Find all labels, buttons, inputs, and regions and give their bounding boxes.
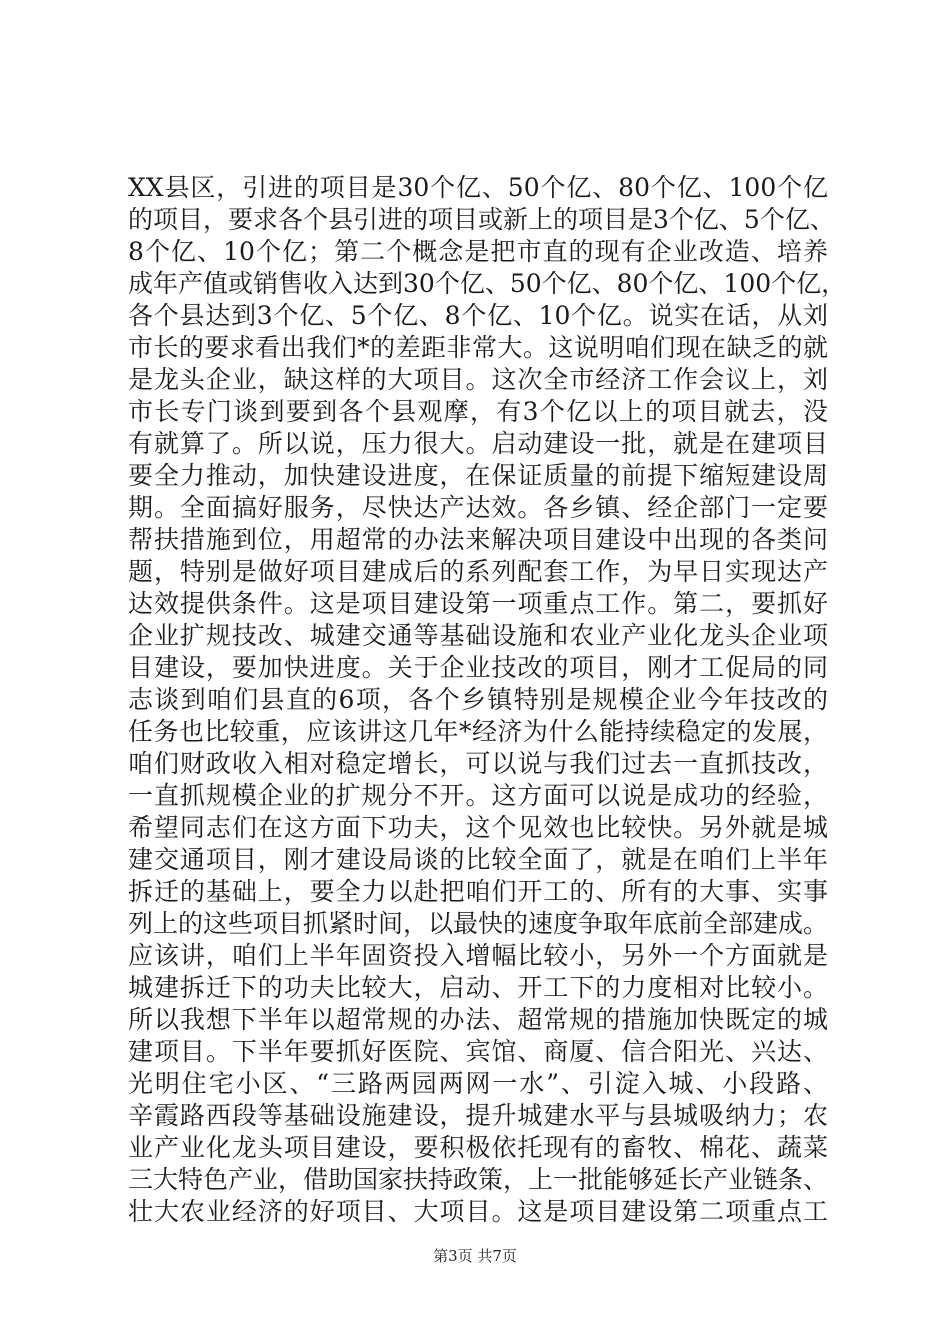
- text-line: XX县区，引进的项目是30个亿、50个亿、80个亿、100个亿: [128, 173, 828, 202]
- text-line: 目建设，要加快进度。关于企业技改的项目，刚才工促局的同: [128, 653, 828, 682]
- text-line: 达效提供条件。这是项目建设第一项重点工作。第二，要抓好: [128, 589, 828, 618]
- text-line: 市长专门谈到要到各个县观摩，有3个亿以上的项目就去，没: [128, 397, 828, 426]
- text-line: 拆迁的基础上，要全力以赴把咱们开工的、所有的大事、实事: [128, 877, 828, 906]
- body-text: [128, 172, 847, 1228]
- text-line: 期。全面搞好服务，尽快达产达效。各乡镇、经企部门一定要: [128, 493, 828, 522]
- text-line: 要全力推动，加快建设进度，在保证质量的前提下缩短建设周: [128, 461, 828, 490]
- text-line: 三大特色产业，借助国家扶持政策，上一批能够延长产业链条、: [128, 1165, 829, 1194]
- text-line: 建项目。下半年要抓好医院、宾馆、商厦、信合阳光、兴达、: [128, 1037, 828, 1066]
- text-line: 帮扶措施到位，用超常的办法来解决项目建设中出现的各类问: [128, 525, 828, 554]
- text-line: 是龙头企业，缺这样的大项目。这次全市经济工作会议上，刘: [128, 365, 828, 394]
- text-line: 有就算了。所以说，压力很大。启动建设一批，就是在建项目: [128, 429, 828, 458]
- text-line: 建交通项目，刚才建设局谈的比较全面了，就是在咱们上半年: [128, 845, 828, 874]
- text-line: 企业扩规技改、城建交通等基础设施和农业产业化龙头企业项: [128, 621, 828, 650]
- text-line: 所以我想下半年以超常规的办法、超常规的措施加快既定的城: [128, 1005, 828, 1034]
- text-line: 成年产值或销售收入达到30个亿、50个亿、80个亿、100个亿，: [128, 269, 847, 298]
- text-line: 各个县达到3个亿、5个亿、8个亿、10个亿。说实在话，从刘: [128, 301, 828, 330]
- text-line: 任务也比较重，应该讲这几年*经济为什么能持续稳定的发展，: [128, 717, 828, 746]
- text-line: 志谈到咱们县直的6项，各个乡镇特别是规模企业今年技改的: [128, 685, 828, 714]
- text-line: 辛霞路西段等基础设施建设，提升城建水平与县城吸纳力；农: [128, 1101, 828, 1130]
- text-line: 希望同志们在这方面下功夫，这个见效也比较快。另外就是城: [128, 813, 828, 842]
- text-line: 列上的这些项目抓紧时间，以最快的速度争取年底前全部建成。: [128, 909, 829, 938]
- text-line: 市长的要求看出我们*的差距非常大。这说明咱们现在缺乏的就: [128, 333, 828, 362]
- text-line: 业产业化龙头项目建设，要积极依托现有的畜牧、棉花、蔬菜: [128, 1133, 828, 1162]
- text-line: 一直抓规模企业的扩规分不开。这方面可以说是成功的经验，: [128, 781, 828, 810]
- text-line: 城建拆迁下的功夫比较大，启动、开工下的力度相对比较小。: [128, 973, 828, 1002]
- text-line: 8个亿、10个亿；第二个概念是把市直的现有企业改造、培养: [128, 237, 828, 266]
- text-line: 光明住宅小区、“三路两园两网一水”、引淀入城、小段路、: [128, 1069, 828, 1098]
- text-line: 应该讲，咱们上半年固资投入增幅比较小，另外一个方面就是: [128, 941, 828, 970]
- text-line: 咱们财政收入相对稳定增长，可以说与我们过去一直抓技改，: [128, 749, 828, 778]
- text-line: 的项目，要求各个县引进的项目或新上的项目是3个亿、5个亿、: [128, 205, 835, 234]
- page-footer: 第3页 共7页: [433, 1247, 517, 1265]
- text-line: 壮大农业经济的好项目、大项目。这是项目建设第二项重点工: [128, 1197, 828, 1226]
- text-line: 题，特别是做好项目建成后的系列配套工作，为早日实现达产: [128, 557, 828, 586]
